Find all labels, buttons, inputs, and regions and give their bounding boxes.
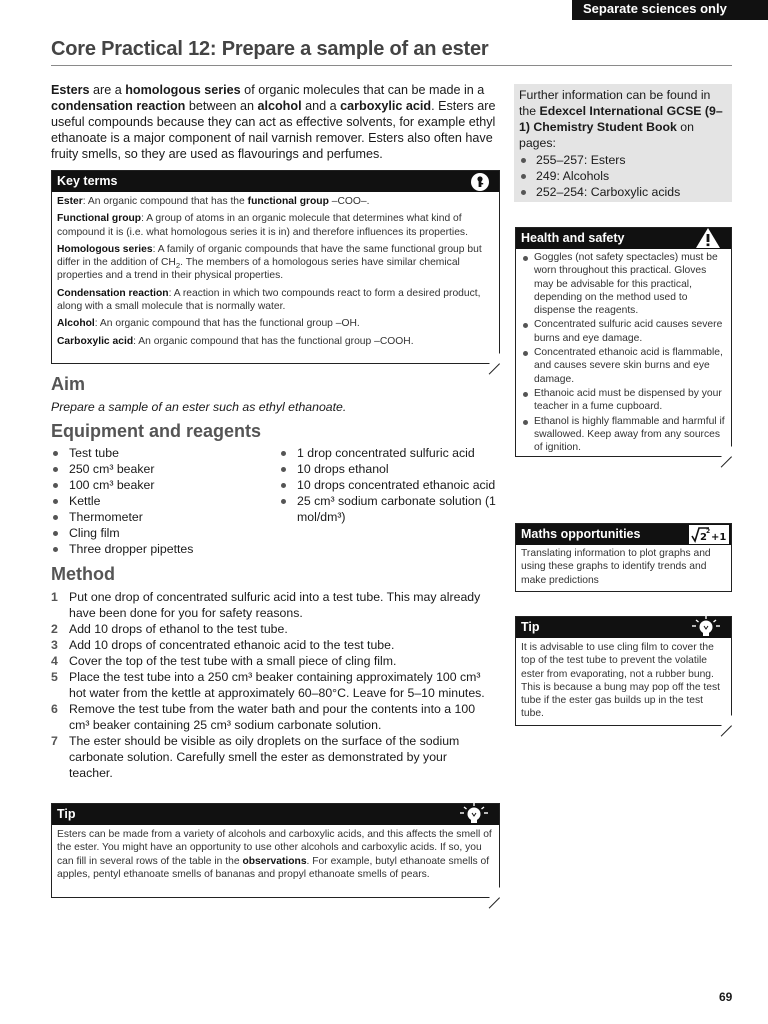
step-text: Remove the test tube from the water bath and pour the contents into a 100 cm³ beaker containing 25 cm³ sodium carbonate solution. — [69, 702, 476, 732]
equipment-item: Thermometer — [51, 509, 271, 525]
key-term: Homologous series: A family of organic compounds that have the same functional group but differ in the addition of $CH_2$. The members of a homologous series have similar chemical properties and a trend in their physical properties. — [57, 243, 482, 282]
maths-box — [515, 523, 732, 592]
lightbulb-icon — [457, 803, 491, 825]
health-safety-item: Concentrated ethanoic acid is flammable, and causes severe skin burns and eye damage. — [521, 346, 726, 386]
method-step — [51, 621, 491, 637]
equipment-list-2 — [279, 445, 501, 525]
further-info-list — [519, 152, 727, 200]
equipment-item: Kettle — [51, 493, 271, 509]
tip-heading: Tip — [521, 620, 540, 634]
box-corner-line — [489, 363, 500, 374]
equipment-item: 100 cm³ beaker — [51, 477, 271, 493]
further-info-item: 255–257: Esters — [519, 152, 727, 168]
equipment-item: Cling film — [51, 525, 271, 541]
key-term: Functional group: A group of atoms in an organic molecule that determines what kind of compound it is (i.e. what homologous series it is in) and therefore influences its properties. — [57, 213, 468, 238]
tip-heading: Tip — [57, 807, 76, 821]
step-text: Add 10 drops of concentrated ethanoic acid to the test tube. — [69, 638, 395, 652]
method-step — [51, 589, 491, 621]
svg-text:2: 2 — [706, 528, 711, 535]
aim-heading: Aim — [51, 374, 86, 394]
step-text: The ester should be visible as oily droplets on the surface of the sodium carbonate solution. Carefully smell the ester as demonstrated by your teacher. — [69, 734, 460, 780]
further-info-text: Further information can be found in the Edexcel International GCSE (9–1) Chemistry Student Book on pages: — [519, 88, 723, 150]
section-banner: Separate sciences only — [572, 0, 768, 20]
tip-box-bottom — [51, 803, 500, 898]
further-info-item: 252–254: Carboxylic acids — [519, 184, 727, 200]
step-number: 6 — [51, 702, 58, 716]
page-title: Core Practical 12: Prepare a sample of an ester — [51, 38, 489, 60]
page-number: 69 — [719, 990, 733, 1004]
key-term: Condensation reaction: A reaction in which two compounds react to form a desired product, along with a small molecule that is normally water. — [57, 287, 481, 313]
title-divider — [51, 65, 732, 66]
method-step — [51, 669, 491, 701]
method-step — [51, 733, 491, 781]
svg-text:+1: +1 — [711, 532, 727, 543]
health-safety-item: Ethanoic acid must be dispensed by your teacher in a fume cupboard. — [521, 387, 726, 414]
method-heading: Method — [51, 564, 115, 584]
tip-box-right — [515, 616, 732, 726]
maths-heading: Maths opportunities — [521, 527, 641, 541]
health-safety-body — [516, 249, 731, 458]
intro-paragraph: Esters are a homologous series of organic molecules that can be made in a condensation reaction between an alcohol and a carboxylic acid. Esters are useful compounds because they can act as effective solvents, for example ethyl ethanoate is a major component of nail varnish remover. Esters also often have fruity smells, so they are used as flavourings and perfumes. — [51, 83, 496, 161]
box-corner-line — [721, 725, 732, 736]
maths-icon — [689, 523, 729, 545]
key-term: Alcohol: An organic compound that has the functional group –OH. — [57, 318, 360, 330]
maths-text: Translating information to plot graphs and using these graphs to identify trends and make predictions — [521, 548, 711, 586]
key-icon — [469, 171, 491, 191]
step-number: 2 — [51, 622, 58, 636]
warning-icon — [695, 227, 721, 249]
method-step — [51, 701, 491, 733]
tip-text-right: It is advisable to use cling film to cover the top of the test tube to prevent the volatile ester from evaporating, not a rubber bung. This is because a bung may pop off the test tube if the ester gas builds up in the test tube. — [521, 642, 721, 720]
equipment-item: Three dropper pipettes — [51, 541, 271, 557]
equipment-list-1 — [51, 445, 271, 557]
health-safety-item: Ethanol is highly flammable and harmful if swallowed. Keep away from any sources of ignition. — [521, 415, 726, 455]
health-safety-heading: Health and safety — [521, 231, 625, 245]
step-number: 3 — [51, 638, 58, 652]
step-text: Put one drop of concentrated sulfuric acid into a test tube. This may already have been done for you for safety reasons. — [69, 590, 481, 620]
equipment-heading: Equipment and reagents — [51, 421, 262, 441]
tip-header — [516, 617, 731, 638]
step-text: Cover the top of the test tube with a small piece of cling film. — [69, 654, 397, 668]
equipment-item: 1 drop concentrated sulfuric acid — [279, 445, 501, 461]
health-safety-header — [516, 228, 731, 249]
svg-text:2: 2 — [700, 532, 707, 543]
further-info-item: 249: Alcohols — [519, 168, 727, 184]
equipment-item: 10 drops concentrated ethanoic acid — [279, 477, 501, 493]
key-terms-header — [52, 171, 499, 192]
box-corner-line — [489, 897, 500, 908]
aim-text: Prepare a sample of an ester such as ethyl ethanoate. — [51, 400, 347, 414]
step-number: 1 — [51, 590, 58, 604]
further-info-box — [514, 84, 732, 202]
step-number: 4 — [51, 654, 58, 668]
key-term: Carboxylic acid: An organic compound that has the functional group –COOH. — [57, 335, 414, 347]
method-step — [51, 637, 491, 653]
step-number: 5 — [51, 670, 58, 684]
method-steps — [51, 589, 491, 781]
step-number: 7 — [51, 734, 58, 748]
health-safety-item: Concentrated sulfuric acid causes severe burns and eye damage. — [521, 318, 726, 345]
key-term: Ester: An organic compound that has the functional group –COO–. — [57, 196, 370, 207]
step-text: Add 10 drops of ethanol to the test tube. — [69, 622, 288, 636]
lightbulb-icon — [689, 616, 723, 638]
health-safety-item: Goggles (not safety spectacles) must be worn throughout this practical. Gloves may be advisable for this practical, depending on the method used to dispense the reagents. — [521, 251, 726, 317]
maths-header — [516, 524, 731, 545]
method-step — [51, 653, 491, 669]
equipment-item: 25 cm³ sodium carbonate solution (1 mol/dm³) — [279, 493, 501, 525]
equipment-item: 250 cm³ beaker — [51, 461, 271, 477]
equipment-item: 10 drops ethanol — [279, 461, 501, 477]
key-terms-body — [52, 192, 499, 355]
equipment-item: Test tube — [51, 445, 271, 461]
step-text: Place the test tube into a 250 cm³ beaker containing approximately 100 cm³ hot water from the kettle at approximately 60–80°C. Leave for 5–10 minutes. — [69, 670, 485, 700]
health-safety-box — [515, 227, 732, 457]
key-terms-heading: Key terms — [57, 174, 118, 188]
key-terms-box — [51, 170, 500, 364]
tip-text-bottom: Esters can be made from a variety of alcohols and carboxylic acids, and this affects the smell of the ester. You might have an opportunity to use other alcohols and carboxylic acids. If so, you can fill in several rows of the table in the observations. For example, butyl ethanoate smells of apples, pentyl ethanoate smells of bananas and propyl ethanoate smells of pears. — [57, 829, 492, 880]
tip-header — [52, 804, 499, 825]
